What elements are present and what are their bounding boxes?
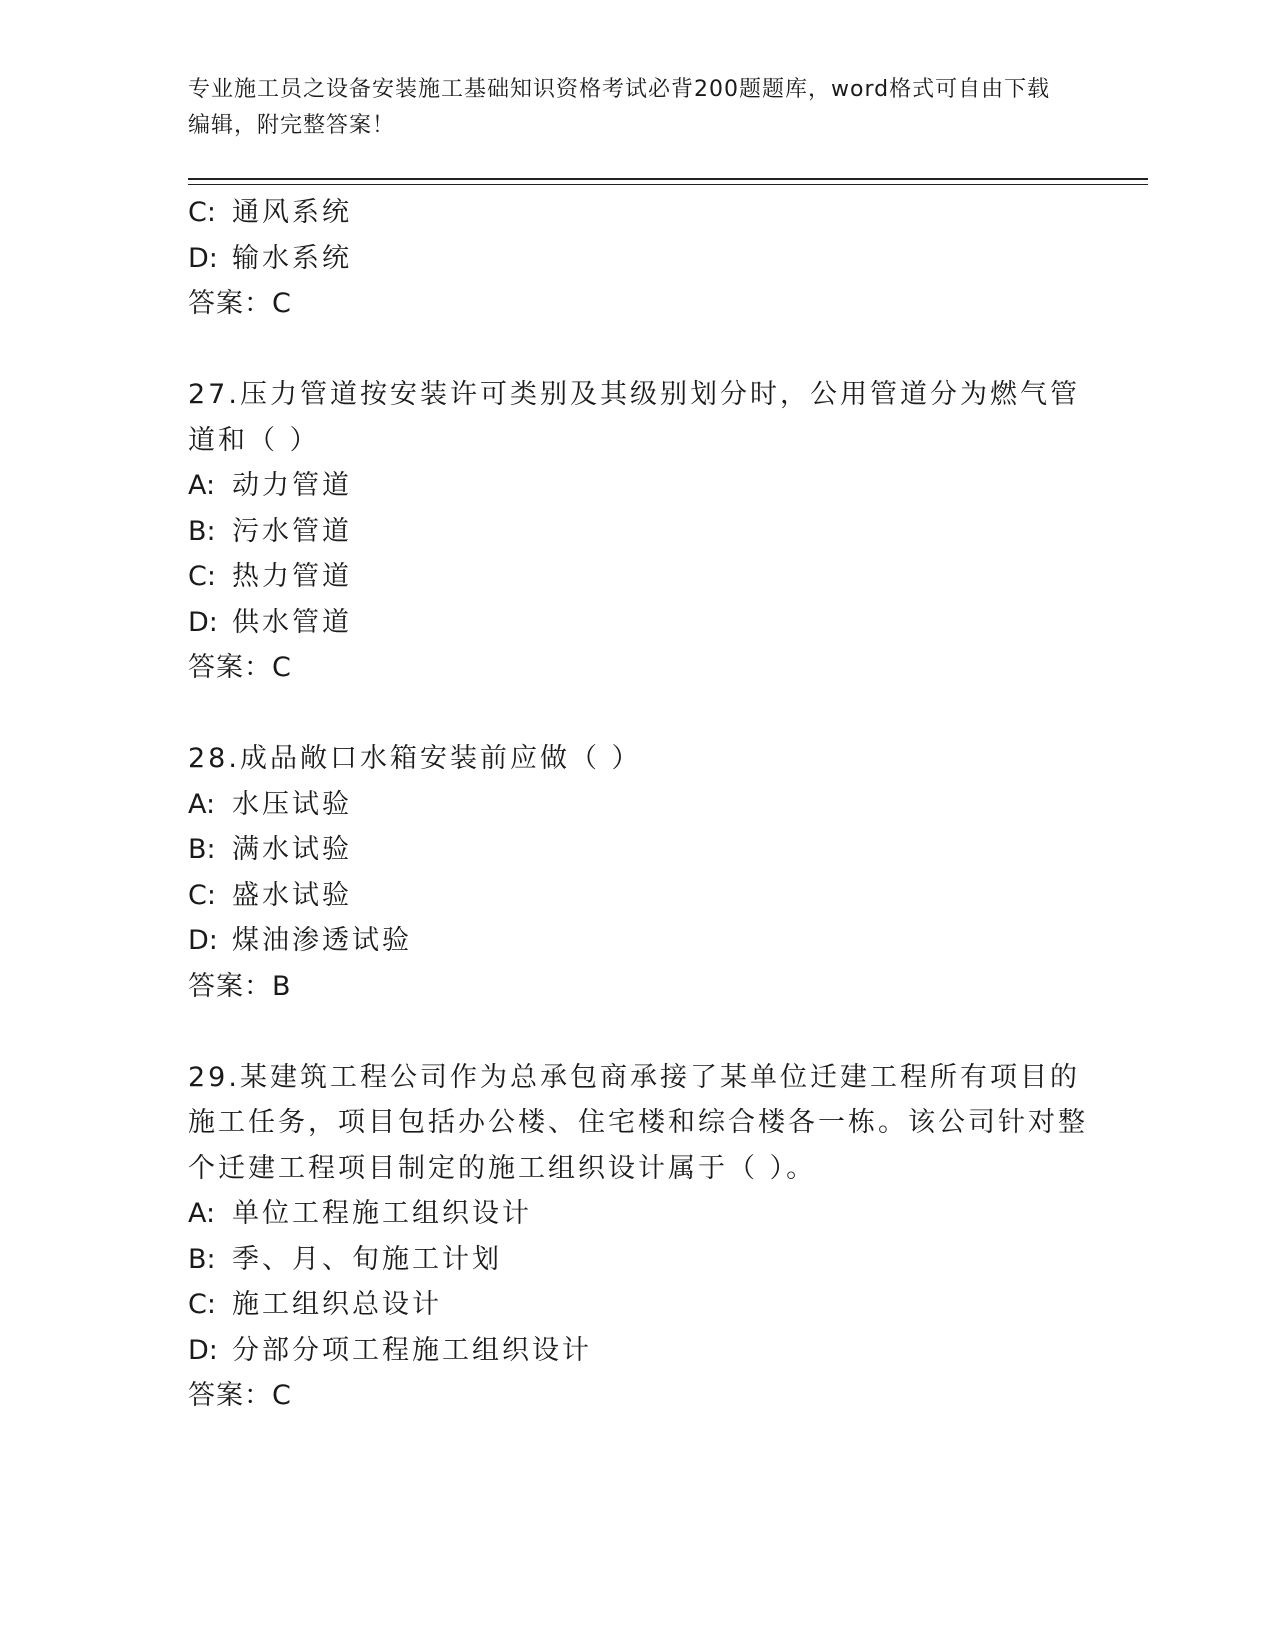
option-text: 满水试验 <box>232 834 352 865</box>
option-label: D: <box>188 1334 218 1366</box>
option-label: A: <box>188 788 216 820</box>
option-label: C: <box>188 197 216 228</box>
spacer <box>188 691 1088 737</box>
option-label: C: <box>188 1289 216 1320</box>
question-stem: 28.成品敞口水箱安装前应做（ ） <box>188 743 642 774</box>
answer: 答案：C <box>188 1380 292 1411</box>
answer: 答案：C <box>188 288 292 319</box>
option-label: D: <box>188 925 218 956</box>
header-rule-thin <box>188 184 1148 185</box>
option-text: 热力管道 <box>232 561 352 592</box>
question-29 <box>188 1055 1088 1419</box>
option-a <box>188 1191 1088 1237</box>
option-label: B: <box>188 1243 216 1275</box>
option-a <box>188 463 1088 509</box>
question-28 <box>188 736 1088 1009</box>
option-b <box>188 827 1088 873</box>
option-label: B: <box>188 834 216 865</box>
document-header: 专业施工员之设备安装施工基础知识资格考试必背200题题库，word格式可自由下载编辑，附完整答案！ <box>188 77 1051 138</box>
option-c <box>188 873 1088 919</box>
option-d <box>188 236 1088 282</box>
option-label: C: <box>188 561 216 592</box>
spacer <box>188 327 1088 373</box>
header-rule-thick <box>188 178 1148 180</box>
option-text: 通风系统 <box>232 197 352 228</box>
option-d <box>188 1328 1088 1374</box>
option-c <box>188 1282 1088 1328</box>
option-d <box>188 918 1088 964</box>
answer: 答案：B <box>188 970 292 1002</box>
option-text: 动力管道 <box>232 470 352 501</box>
option-text: 供水管道 <box>232 606 352 638</box>
option-b <box>188 1237 1088 1283</box>
option-text: 分部分项工程施工组织设计 <box>232 1334 592 1366</box>
option-text: 单位工程施工组织设计 <box>232 1198 532 1229</box>
option-d <box>188 600 1088 646</box>
option-label: C: <box>188 879 216 911</box>
option-label: A: <box>188 1198 216 1229</box>
option-label: A: <box>188 470 216 501</box>
question-27 <box>188 372 1088 691</box>
option-label: D: <box>188 242 218 274</box>
spacer <box>188 1009 1088 1055</box>
option-c <box>188 190 1088 236</box>
option-label: D: <box>188 606 218 638</box>
option-text: 煤油渗透试验 <box>232 925 412 956</box>
option-text: 盛水试验 <box>232 879 352 911</box>
option-label: B: <box>188 515 216 547</box>
option-b <box>188 509 1088 555</box>
option-text: 水压试验 <box>232 788 352 820</box>
option-text: 污水管道 <box>232 515 352 547</box>
option-a <box>188 782 1088 828</box>
option-text: 季、月、旬施工计划 <box>232 1243 502 1275</box>
option-c <box>188 554 1088 600</box>
question-list <box>188 190 1088 1419</box>
option-text: 输水系统 <box>232 242 352 274</box>
option-text: 施工组织总设计 <box>232 1289 442 1320</box>
question-stem: 29.某建筑工程公司作为总承包商承接了某单位迁建工程所有项目的施工任务，项目包括办公楼、住宅楼和综合楼各一栋。该公司针对整个迁建工程项目制定的施工组织设计属于（ ）。 <box>188 1061 1088 1184</box>
question-stem: 27.压力管道按安装许可类别及其级别划分时，公用管道分为燃气管道和（ ） <box>188 379 1080 456</box>
question-partial <box>188 190 1088 327</box>
answer: 答案：C <box>188 652 292 683</box>
